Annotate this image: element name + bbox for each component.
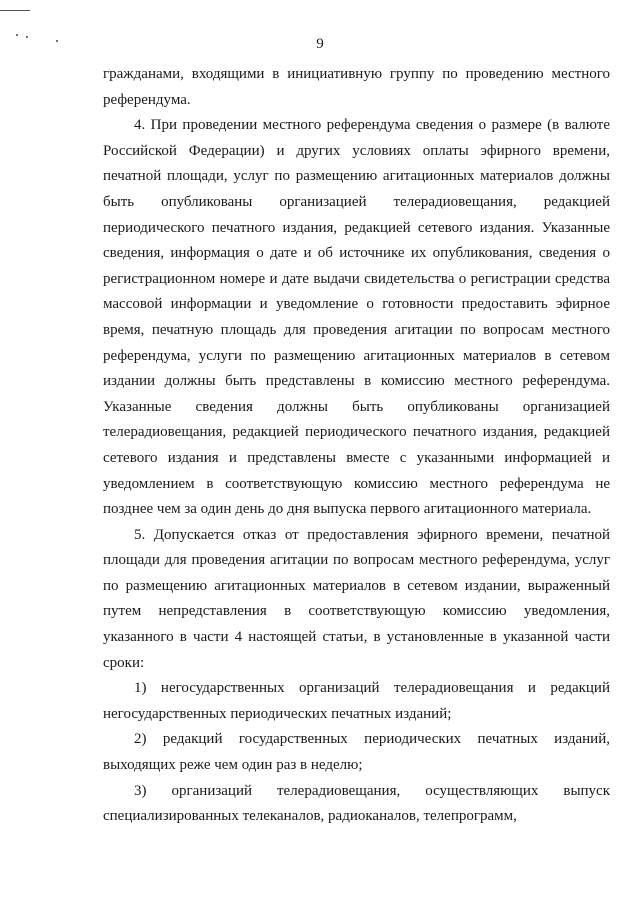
list-item-2: 2) редакций государственных периодических печатных изданий, выходящих реже чем один раз в неделю;	[103, 731, 610, 774]
list-item-3: 3) организаций телерадиовещания, осуществляющих выпуск специализированных телеканалов, радиоканалов, телепрограмм,	[103, 782, 610, 825]
document-body	[103, 62, 610, 830]
list-item-1: 1) негосударственных организаций телерадиовещания и редакций негосударственных периодических печатных изданий;	[103, 680, 610, 722]
paragraph-continuation: гражданами, входящими в инициативную группу по проведению местного референдума.	[103, 66, 610, 108]
paragraph-part-5: 5. Допускается отказ от предоставления эфирного времени, печатной площади для проведения агитации по вопросам местного референдума, услуг по размещению агитационных материалов в сетевом издании, выраженный путем непредставления в соответствующую комиссию уведомления, указанного в части 4 настоящей статьи, в установленные в указанной части сроки:	[103, 526, 610, 671]
page-number: 9	[316, 36, 324, 52]
paragraph-part-4: 4. При проведении местного референдума сведения о размере (в валюте Российской Федерации) и других условиях оплаты эфирного времени, печатной площади, услуг по размещению агитационных материалов должны быть опубликованы организацией телерадиовещания, редакцией периодического печатного издания, редакцией сетевого издания. Указанные сведения, информация о дате и об источнике их опубликования, сведения о регистрационном номере и дате выдачи свидетельства о регистрации средства массовой информации и уведомление о готовности предоставить эфирное время, печатную площадь для проведения агитации по вопросам местного референдума, услуги по размещению агитационных материалов в сетевом издании должны быть представлены в комиссию местного референдума. Указанные сведения должны быть опубликованы организацией телерадиовещания, редакцией периодического печатного издания, редакцией сетевого издания и представлены вместе с указанными информацией и уведомлением в соответствующую комиссию местного референдума не позднее чем за один день до дня выпуска первого агитационного материала.	[103, 117, 610, 518]
scan-margin-mark	[0, 10, 30, 11]
